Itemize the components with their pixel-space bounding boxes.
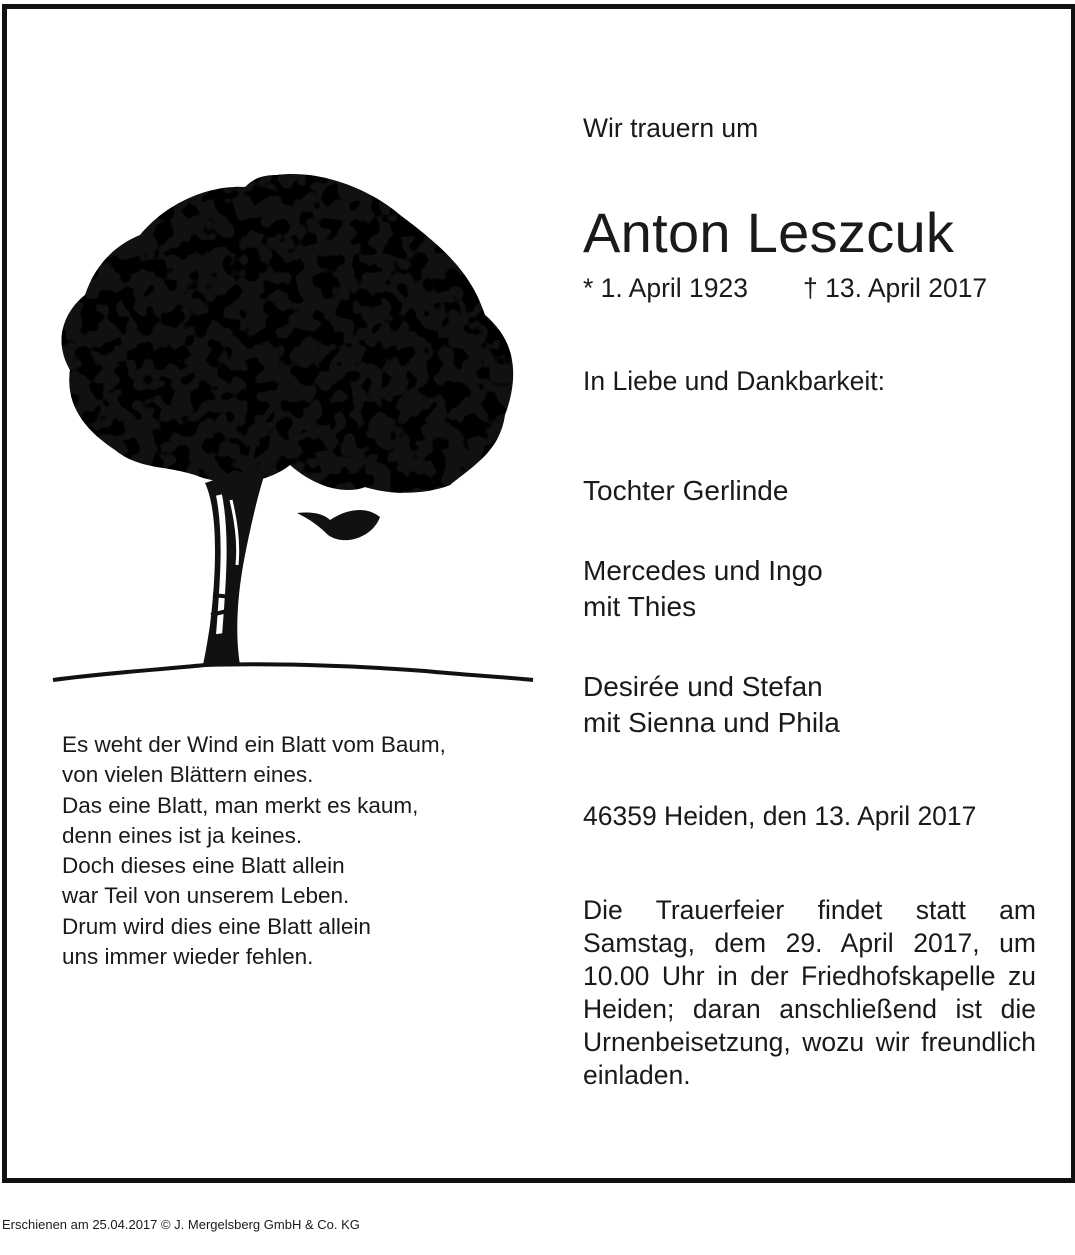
- mourner-family-1-child: mit Thies: [583, 591, 697, 622]
- poem-line: Es weht der Wind ein Blatt vom Baum,: [62, 732, 446, 757]
- death-date: † 13. April 2017: [803, 273, 988, 303]
- dedication-line: In Liebe und Dankbarkeit:: [583, 366, 886, 396]
- mourner-family-2: Desirée und Stefan: [583, 671, 823, 702]
- place-date: 46359 Heiden, den 13. April 2017: [583, 801, 977, 831]
- mourner-family-2-children: mit Sienna und Phila: [583, 707, 840, 738]
- poem-line: denn eines ist ja keines.: [62, 822, 303, 848]
- poem-line: war Teil von unserem Leben.: [62, 883, 350, 909]
- intro-line: Wir trauern um: [583, 113, 759, 143]
- poem-line: uns immer wieder fehlen.: [62, 944, 314, 970]
- ceremony-announcement: Die Trauerfeier findet statt am Samstag, dem 29. April 2017, um 10.00 Uhr in der Friedhofskapelle zu Heiden; daran anschließend ist die Urnenbeisetzung, wozu wir freundlich einladen.: [583, 895, 1036, 1090]
- mourner-daughter: Tochter Gerlinde: [583, 475, 789, 506]
- poem: [62, 730, 446, 972]
- deceased-name: Anton Leszcuk: [583, 201, 955, 264]
- poem-line: Drum wird dies eine Blatt allein: [62, 913, 371, 939]
- tree-with-falling-leaf-icon: [45, 165, 535, 690]
- birth-date: * 1. April 1923: [583, 273, 749, 303]
- mourner-family-1: Mercedes und Ingo: [583, 555, 823, 586]
- publication-footer: Erschienen am 25.04.2017 © J. Mergelsberg GmbH & Co. KG: [2, 1217, 360, 1232]
- poem-line: von vielen Blättern eines.: [62, 762, 314, 788]
- poem-line: Das eine Blatt, man merkt es kaum,: [62, 792, 419, 818]
- poem-line: Doch dieses eine Blatt allein: [62, 853, 345, 879]
